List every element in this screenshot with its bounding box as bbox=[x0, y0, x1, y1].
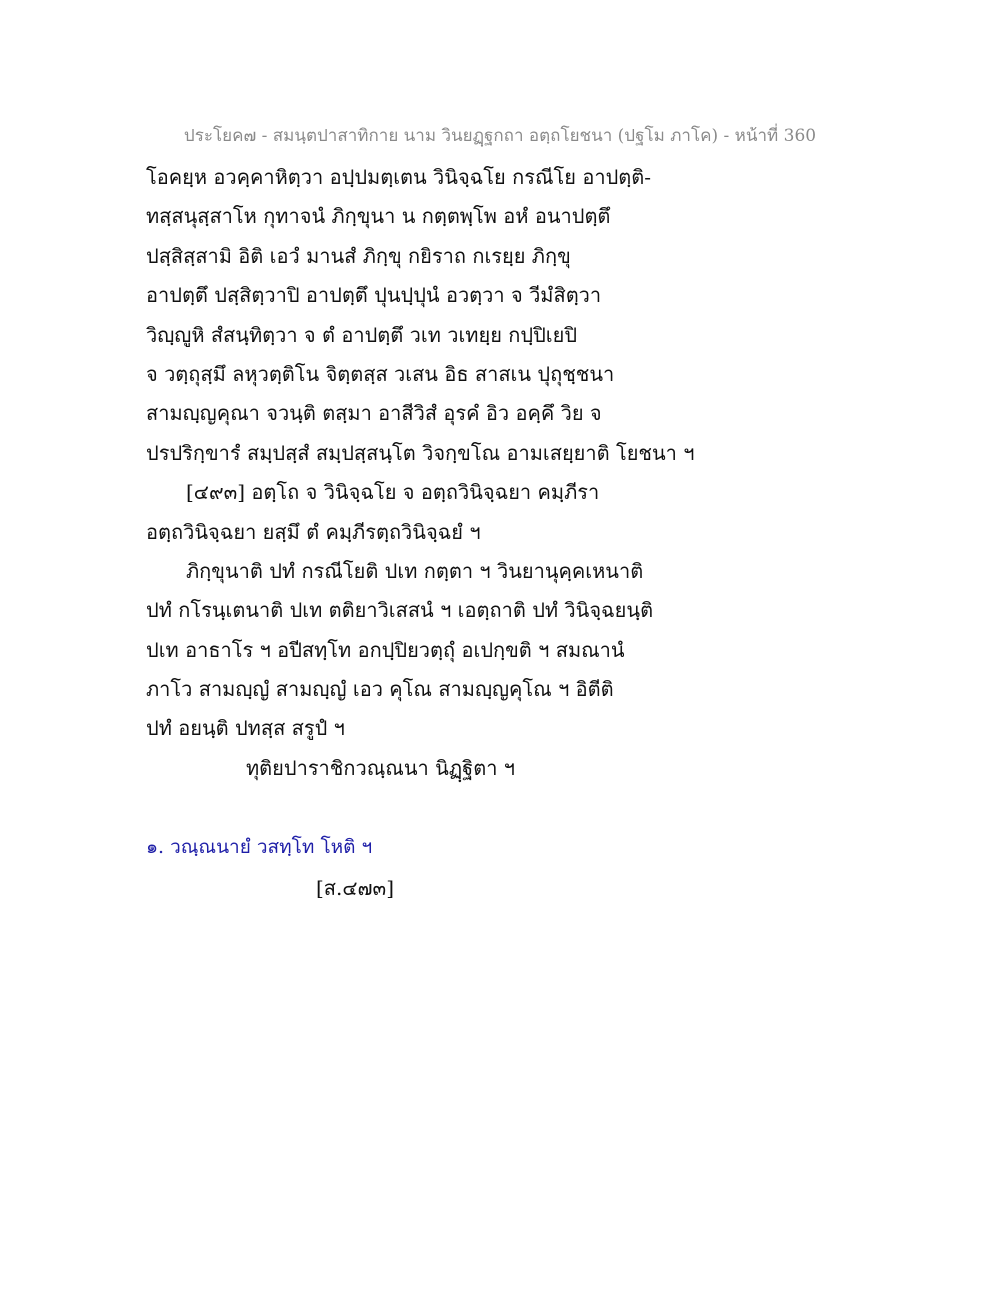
text-line: ทสฺสนุสฺสาโห กุทาจนํ ภิกฺขุนา น กตฺตพฺโพ อหํ อนาปตฺตึ bbox=[146, 204, 611, 229]
text-line: อาปตฺตึ ปสฺสิตฺวาปิ อาปตฺตึ ปุนปฺปุนํ อวตฺวา จ วีมํสิตฺวา bbox=[146, 283, 602, 308]
page-header: ประโยค๗ - สมนฺตปาสาทิกาย นาม วินยฏฺฐกถา อตฺถโยชนา (ปฐโม ภาโค) - หน้าที่ 360 bbox=[183, 126, 817, 146]
text-line: [๔๙๓] อตฺโถ จ วินิจฺฉโย จ อตฺถวินิจฺฉยา คมฺภีรา bbox=[186, 480, 600, 505]
text-line: สามญฺญคุณา จวนฺติ ตสฺมา อาสีวิสํ อุรคํ อิว อคฺคึ วิย จ bbox=[146, 401, 602, 426]
section-end-line: ทุติยปาราชิกวณฺณนา นิฏฺฐิตา ฯ bbox=[246, 755, 516, 780]
page-reference: [ส.๔๗๓] bbox=[316, 876, 395, 900]
text-line: ปเท อาธาโร ฯ อปีสทฺโท อกปฺปิยวตฺถุํ อเปกฺขติ ฯ สมณานํ bbox=[146, 637, 625, 662]
body-text bbox=[146, 158, 866, 788]
text-line: ปสฺสิสฺสามิ อิติ เอวํ มานสํ ภิกฺขุ กยิราถ กเรยฺย ภิกฺขุ bbox=[146, 243, 571, 268]
footnote: ๑. วณฺณนายํ วสทฺโท โหติ ฯ bbox=[146, 836, 373, 858]
text-line: ปรปริกฺขารํ สมฺปสฺสํ สมฺปสฺสนฺโต วิจกฺขโณ อามเสยฺยาติ โยชนา ฯ bbox=[146, 440, 695, 465]
text-line: อตฺถวินิจฺฉยา ยสฺมึ ตํ คมฺภีรตฺถวินิจฺฉยํ ฯ bbox=[146, 519, 481, 544]
text-line: ปทํ กโรนฺเตนาติ ปเท ตติยาวิเสสนํ ฯ เอตฺถาติ ปทํ วินิจฺฉยนฺติ bbox=[146, 598, 654, 623]
text-line: ภิกฺขุนาติ ปทํ กรณีโยติ ปเท กตฺตา ฯ วินยานุคฺคเหนาติ bbox=[186, 558, 644, 583]
text-line: โอคยฺห อวคฺคาหิตฺวา อปฺปมตฺเตน วินิจฺฉโย กรณีโย อาปตฺติ- bbox=[146, 165, 651, 189]
text-line: ภาโว สามญฺญํ สามญฺญํ เอว คุโณ สามญฺญคุโณ ฯ อิตีติ bbox=[146, 677, 614, 702]
text-line: จ วตฺถุสฺมึ ลหุวตฺติโน จิตฺตสฺส วเสน อิธ สาสเน ปุถุชฺชนา bbox=[146, 361, 615, 386]
text-line: ปทํ อยนฺติ ปทสฺส สรูปํ ฯ bbox=[146, 716, 345, 741]
text-line: วิญฺญูหิ สํสนฺทิตฺวา จ ตํ อาปตฺตึ วเท วเทยฺย กปฺปิเยปิ bbox=[146, 322, 578, 347]
